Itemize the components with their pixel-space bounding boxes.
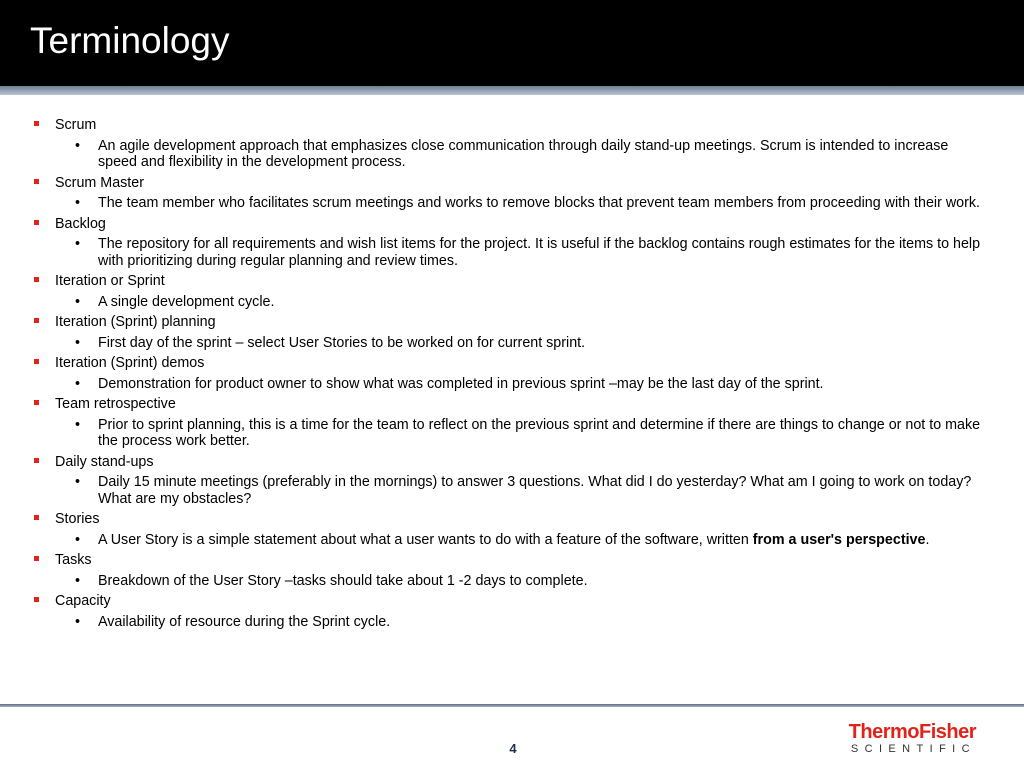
square-bullet-icon <box>34 597 39 602</box>
term-label: Team retrospective <box>55 396 176 412</box>
term-definition <box>34 573 994 590</box>
term-definition <box>34 294 994 311</box>
square-bullet-icon <box>34 556 39 561</box>
term-item <box>34 396 994 413</box>
definition-text: Availability of resource during the Sprint cycle. <box>98 613 391 630</box>
term-definition <box>34 138 994 171</box>
term-item <box>34 593 994 610</box>
definition-text: A User Story is a simple statement about what a user wants to do with a feature of the software, written <box>98 531 753 548</box>
term-item <box>34 454 994 471</box>
logo-subtitle: SCIENTIFIC <box>850 743 976 755</box>
term-item <box>34 314 994 331</box>
definition-text: An agile development approach that emphasizes close communication through daily stand-up meetings. Scrum is intended to increase speed and flexibility in the development process. <box>98 137 949 170</box>
logo-wordmark: ThermoFisher <box>848 721 976 743</box>
definition-text: Breakdown of the User Story –tasks should take about 1 -2 days to complete. <box>98 572 588 589</box>
dot-bullet-icon: • <box>75 572 81 589</box>
term-label: Iteration (Sprint) demos <box>55 355 205 371</box>
term-definition <box>34 614 994 631</box>
term-label: Stories <box>55 511 100 527</box>
dot-bullet-icon: • <box>75 416 81 433</box>
square-bullet-icon <box>34 515 39 520</box>
term-definition <box>34 417 994 450</box>
dot-bullet-icon: • <box>75 334 81 351</box>
term-label: Capacity <box>55 593 111 609</box>
definition-text: The repository for all requirements and wish list items for the project. It is useful if the backlog contains rough estimates for the items to help with prioritizing during regular planning and review times. <box>98 236 981 269</box>
definition-text: A single development cycle. <box>98 293 275 310</box>
square-bullet-icon <box>34 179 39 184</box>
term-label: Tasks <box>55 552 92 568</box>
definition-text: Demonstration for product owner to show what was completed in previous sprint –may be the last day of the sprint. <box>98 375 824 392</box>
dot-bullet-icon: • <box>75 531 81 548</box>
term-item <box>34 552 994 569</box>
term-item <box>34 511 994 528</box>
term-definition <box>34 376 994 393</box>
page-number: 4 <box>509 741 517 756</box>
square-bullet-icon <box>34 220 39 225</box>
term-label: Backlog <box>55 215 106 232</box>
slide-header <box>0 0 1024 86</box>
square-bullet-icon <box>34 318 39 323</box>
footer-divider <box>0 704 1024 707</box>
term-label: Scrum <box>55 117 97 133</box>
dot-bullet-icon: • <box>75 137 81 154</box>
square-bullet-icon <box>34 277 39 282</box>
term-item <box>34 216 994 233</box>
term-label: Iteration (Sprint) planning <box>55 314 216 330</box>
slide-title: Terminology <box>30 20 230 61</box>
term-label: Scrum Master <box>55 174 144 191</box>
dot-bullet-icon: • <box>75 474 81 490</box>
term-label: Iteration or Sprint <box>55 273 165 289</box>
square-bullet-icon <box>34 400 39 405</box>
term-definition <box>34 474 994 507</box>
term-item <box>34 273 994 290</box>
term-label: Daily stand-ups <box>55 453 154 470</box>
term-definition <box>34 236 994 269</box>
thermo-fisher-logo <box>836 722 976 756</box>
term-item <box>34 117 994 134</box>
term-item <box>34 175 994 192</box>
terminology-list <box>34 117 994 634</box>
definition-trailing-text: . <box>925 531 930 548</box>
dot-bullet-icon: • <box>75 236 81 252</box>
definition-text: First day of the sprint – select User Stories to be worked on for current sprint. <box>98 334 586 351</box>
definition-text: Daily 15 minute meetings (preferably in the mornings) to answer 3 questions. What did I do yesterday? What am I going to work on today? What are my obstacles? <box>98 474 972 507</box>
dot-bullet-icon: • <box>75 375 81 392</box>
definition-text: Prior to sprint planning, this is a time for the team to reflect on the previous sprint and determine if there are things to change or not to make the process work better. <box>98 416 981 449</box>
square-bullet-icon <box>34 121 39 126</box>
dot-bullet-icon: • <box>75 293 81 310</box>
square-bullet-icon <box>34 359 39 364</box>
dot-bullet-icon: • <box>75 195 81 211</box>
square-bullet-icon <box>34 458 39 463</box>
definition-text: The team member who facilitates scrum meetings and works to remove blocks that prevent team members from proceeding with their work. <box>98 195 980 211</box>
definition-bold-text: from a user's perspective <box>752 531 926 548</box>
term-item <box>34 355 994 372</box>
dot-bullet-icon: • <box>75 613 81 630</box>
header-divider <box>0 86 1024 95</box>
term-definition <box>34 335 994 352</box>
term-definition <box>34 195 994 212</box>
term-definition <box>34 532 994 549</box>
